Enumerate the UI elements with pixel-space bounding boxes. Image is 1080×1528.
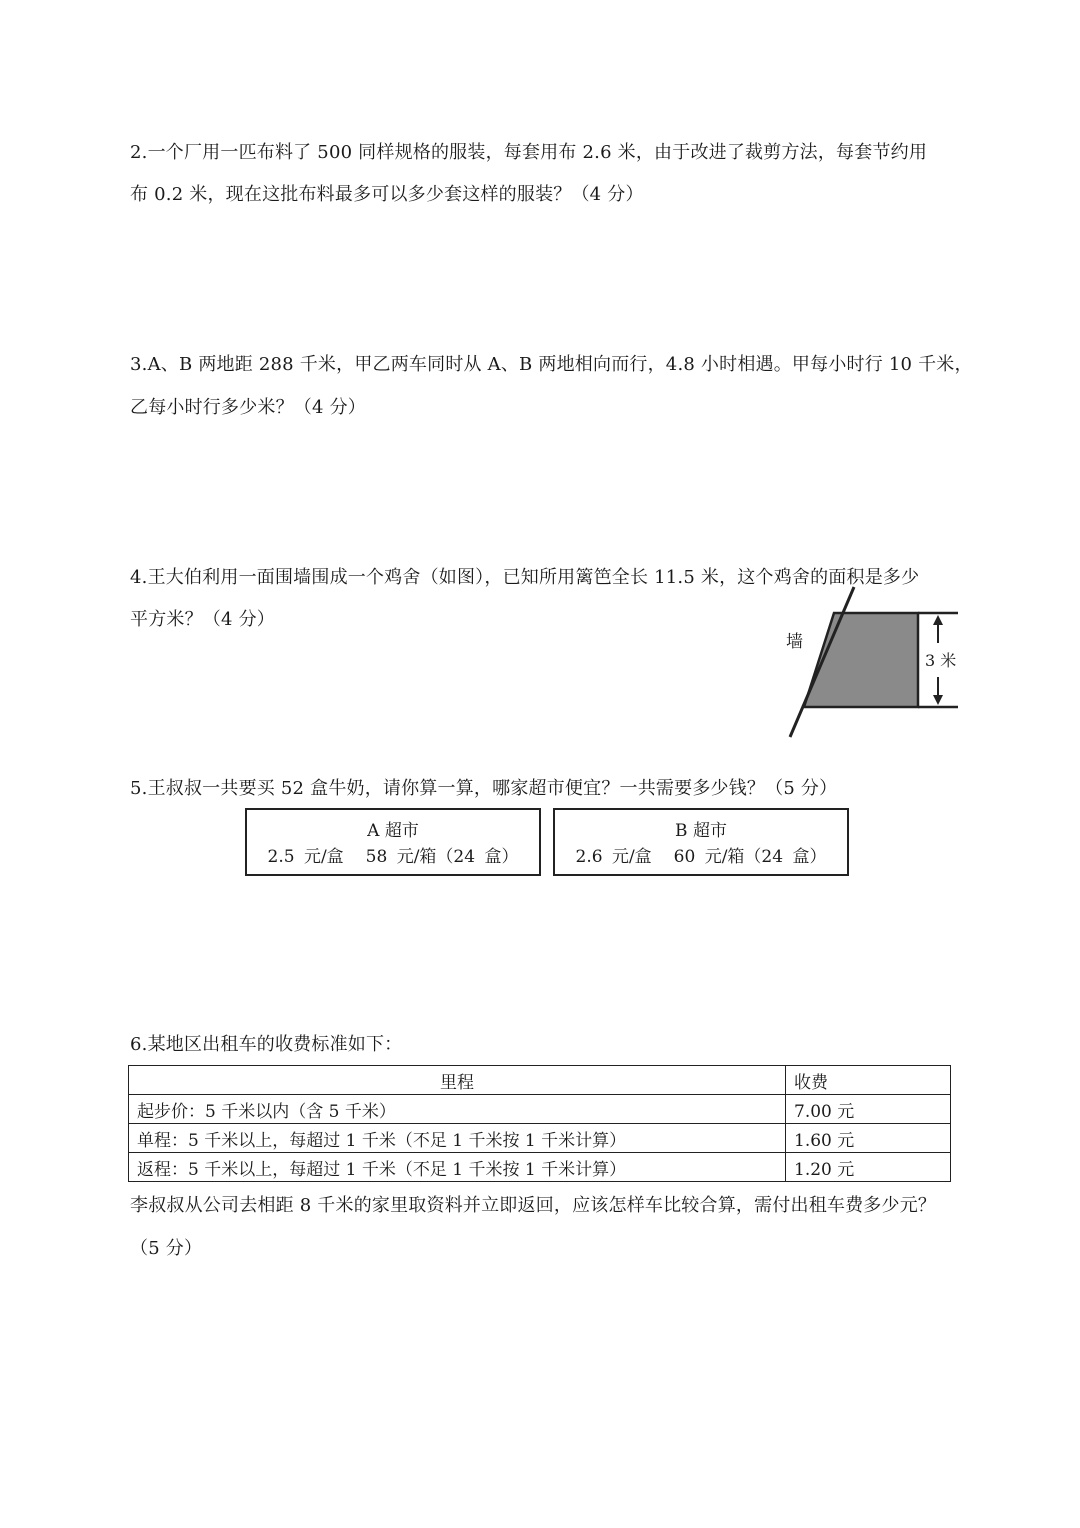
store-a-prices bbox=[247, 844, 539, 870]
q2-line-2: 布 0.2 米，现在这批布料最多可以多少套这样的服装？（4 分） bbox=[130, 184, 644, 205]
row-3-mileage: 返程：5 千米以上，每超过 1 千米（不足 1 千米按 1 千米计算） bbox=[129, 1153, 786, 1182]
store-a-name: A 超市 bbox=[367, 821, 419, 841]
q4-line-1: 4.王大伯利用一面围墙围成一个鸡舍（如图），已知所用篱笆全长 11.5 米，这个鸡舍的面积是多少 bbox=[130, 567, 920, 588]
height-label: 3 米 bbox=[925, 651, 957, 670]
store-b-name: B 超市 bbox=[675, 821, 727, 841]
arrow-up-icon bbox=[933, 615, 943, 625]
store-b-unit-price: 2.6 元/盒 bbox=[575, 847, 652, 867]
wall-label: 墙 bbox=[786, 632, 803, 652]
row-1-fee: 7.00 元 bbox=[786, 1095, 951, 1124]
row-2-mileage: 单程：5 千米以上，每超过 1 千米（不足 1 千米按 1 千米计算） bbox=[129, 1124, 786, 1153]
arrow-down-icon bbox=[933, 695, 943, 705]
coop-shape bbox=[804, 613, 918, 707]
table-row bbox=[129, 1153, 951, 1182]
q6-line-2: 李叔叔从公司去相距 8 千米的家里取资料并立即返回，应该怎样车比较合算，需付出租车费多少元？ bbox=[130, 1195, 937, 1216]
table-row bbox=[129, 1095, 951, 1124]
q5-line-1: 5.王叔叔一共要买 52 盒牛奶，请你算一算，哪家超市便宜？一共需要多少钱？（5 分） bbox=[130, 778, 838, 799]
store-b-prices bbox=[555, 844, 847, 870]
row-2-fee: 1.60 元 bbox=[786, 1124, 951, 1153]
row-3-fee: 1.20 元 bbox=[786, 1153, 951, 1182]
q2-line-1: 2.一个厂用一匹布料了 500 同样规格的服装，每套用布 2.6 米，由于改进了裁剪方法，每套节约用 bbox=[130, 142, 928, 163]
store-a-unit-price: 2.5 元/盒 bbox=[267, 847, 344, 867]
table-header-row bbox=[129, 1066, 951, 1095]
q6-line-1: 6.某地区出租车的收费标准如下： bbox=[130, 1034, 403, 1055]
row-1-mileage: 起步价：5 千米以内（含 5 千米） bbox=[129, 1095, 786, 1124]
store-b-box-price: 60 元/箱（24 盒） bbox=[673, 847, 827, 867]
chicken-coop-figure bbox=[770, 585, 970, 745]
taxi-fare-table bbox=[128, 1065, 951, 1182]
chicken-coop-diagram bbox=[770, 585, 970, 745]
header-mileage: 里程 bbox=[129, 1066, 786, 1095]
header-fee: 收费 bbox=[786, 1066, 951, 1095]
q6-line-3: （5 分） bbox=[130, 1238, 203, 1259]
q4-line-2: 平方米？（4 分） bbox=[130, 609, 275, 630]
store-a-box-price: 58 元/箱（24 盒） bbox=[365, 847, 519, 867]
store-b-price-box bbox=[553, 808, 849, 876]
table-row bbox=[129, 1124, 951, 1153]
q3-line-1: 3.A、B 两地距 288 千米，甲乙两车同时从 A、B 两地相向而行，4.8 小时相遇。甲每小时行 10 千米， bbox=[130, 354, 973, 375]
q3-line-2: 乙每小时行多少米？（4 分） bbox=[130, 397, 366, 418]
store-a-price-box bbox=[245, 808, 541, 876]
